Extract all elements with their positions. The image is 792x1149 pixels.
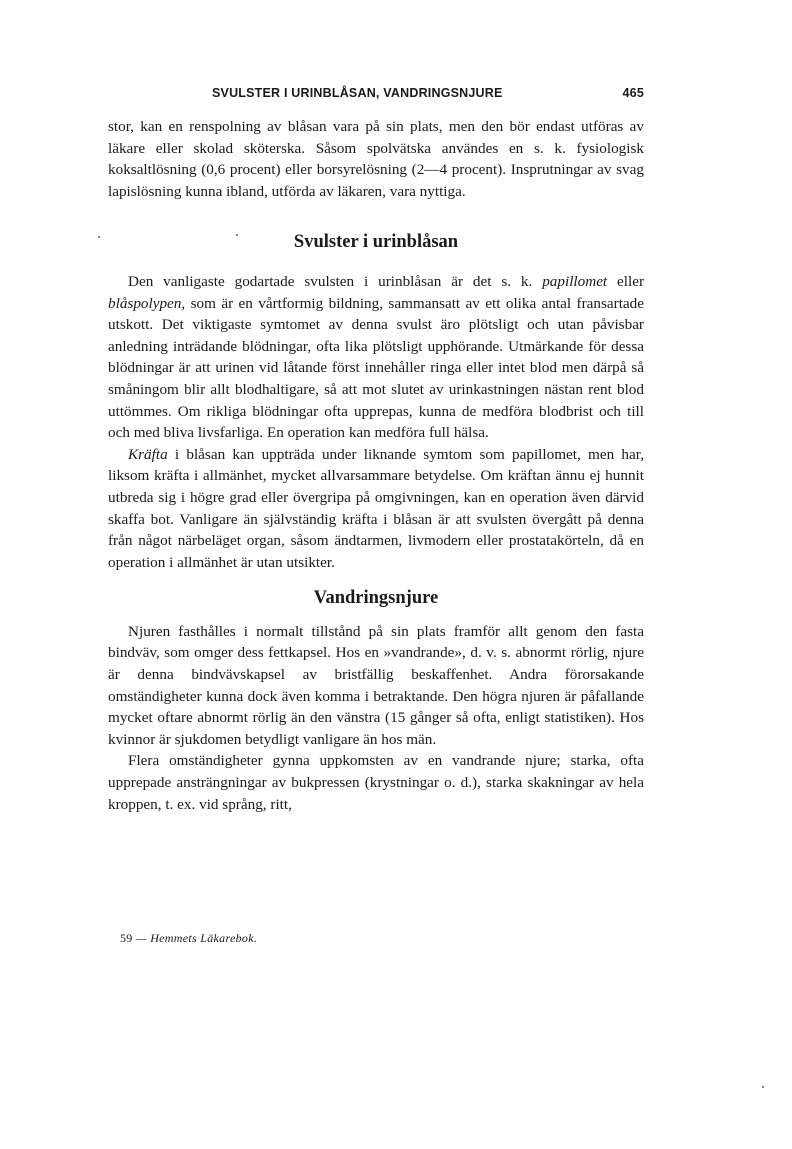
print-speck (98, 236, 100, 238)
text-run: eller (607, 272, 645, 290)
section-heading-vandringsnjure: Vandringsnjure (313, 588, 439, 609)
intro-paragraph: stor, kan en renspolning av blåsan vara på sin plats, men den bör endast utföras av läkare eller skolad sköterska. Såsom spolvätska användes en s. k. fysiologisk koksaltlösning (0,6 procent) eller borsyrelösning (2—4 procent). Insprutningar av svag lapislösning kunna ibland, utförda av läkaren, vara nyttiga. (108, 118, 644, 200)
page-number: 465 (622, 86, 644, 100)
running-head-title: SVULSTER I URINBLÅSAN, VANDRINGSNJURE (212, 86, 503, 100)
paragraph-omstandigheter: Flera omständigheter gynna uppkomsten av en vandrande njure; starka, ofta upprepade ansträngningar av bukpressen (krystningar o. d.), starka skakningar av hela kroppen, t. ex. vid språng, ritt, (108, 752, 644, 813)
section-heading-svulster: Svulster i urinblåsan (293, 232, 459, 253)
paragraph-krafta (108, 444, 644, 574)
term-papillomet: papillomet (542, 272, 608, 290)
text-run: Den vanligaste godartade svulsten i urinblåsan är det s. k. (128, 272, 543, 290)
book-title: Hemmets Läkarebok. (150, 931, 258, 945)
text-run: i blåsan kan uppträda under liknande symtom som papillomet, men har, liksom kräfta i allmänhet, mycket allvarsammare betydelse. Om kräftan ännu ej hunnit utbreda sig i högre grad eller övergripa på omgivningen, kan en operation även därvid skaffa bot. Vanligare än självständig kräfta i blåsan är att svulsten övergått på denna från något närbeläget organ, såsom ändtarmen, livmodern eller prostatakörteln, då en operation i allmänhet är utan utsikter. (108, 445, 644, 571)
print-speck (236, 234, 238, 236)
signature-dash: — (135, 931, 147, 945)
page-body (108, 116, 644, 815)
signature-footer (120, 931, 257, 946)
paragraph-papillom (108, 271, 644, 444)
text-run: som är en vårtformig bildning, sammansatt av ett olika antal fransartade utskott. Det viktigaste symtomet av denna svulst äro plötsligt och utan påvisbar anledning inträdande blödningar, ofta lika plötsligt upphörande. Utmärkande för dessa blödningar är att urinen vid låtande först innehåller ringa eller intet blod men därpå så småningom blir allt blodhaltigare, så att mot slutet av urinkastningen nästan rent blod uttömmes. Om rikliga blödningar ofta upprepas, kunna de medföra blodbrist och till och med bliva livsfarliga. En operation kan medföra full hälsa. (108, 294, 644, 442)
print-speck (762, 1086, 764, 1088)
term-blaspolypen: blåspolypen, (108, 294, 186, 312)
term-krafta: Kräfta (128, 445, 168, 463)
signature-number: 59 (120, 931, 133, 945)
paragraph-njuren: Njuren fasthålles i normalt tillstånd på sin plats framför allt genom den fasta bindväv, som omger dess fettkapsel. Hos en »vandrande», d. v. s. abnormt rörlig, njure är denna bindvävskapsel av bristfällig beskaffenhet. Andra förorsakande omständigheter kunna dock även komma i betraktande. Den högra njuren är påfallande mycket oftare abnormt rörlig än den vänstra (15 gånger så ofta, enligt statistiken). Hos kvinnor är sjukdomen betydligt vanligare än hos män. (108, 622, 644, 748)
